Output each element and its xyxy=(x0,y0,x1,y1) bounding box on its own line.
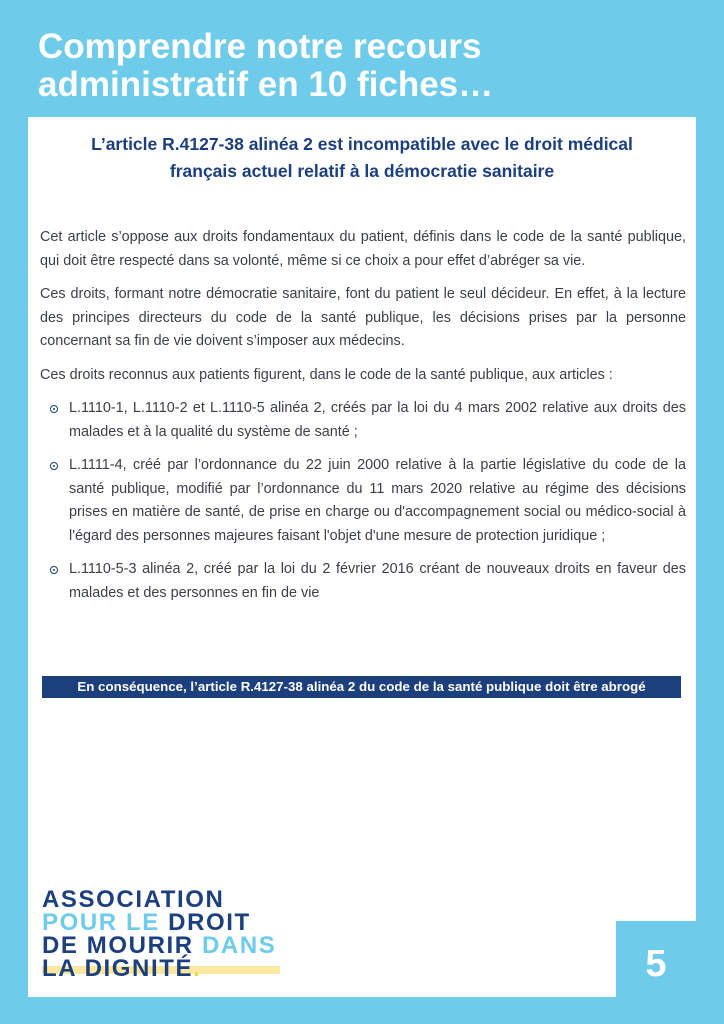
bullet-icon xyxy=(50,566,58,574)
bullet-icon xyxy=(50,405,58,413)
article-list xyxy=(40,397,686,605)
list-item-text: L.1111-4, créé par l’ordonnance du 22 juin 2000 relative à la partie législative du code de la santé publique, modifié par l’ordonnance du 11 mars 2020 relative au régime des décisions prises en matière de santé, de prise en charge ou d'accompagnement social ou médico-social à l'égard des personnes majeures faisant l'objet d'une mesure de protection juridique ; xyxy=(69,457,686,544)
page-title xyxy=(38,28,688,104)
page-title-line-1: Comprendre notre recours xyxy=(38,27,482,66)
list-item-text: L.1110-5-3 alinéa 2, créé par la loi du 2 février 2016 créant de nouveaux droits en faveur des malades et des personnes en fin de vie xyxy=(69,561,686,601)
list-item xyxy=(40,558,686,605)
list-item xyxy=(40,397,686,444)
association-logo xyxy=(42,888,292,980)
section-heading-line-1: L’article R.4127-38 alinéa 2 est incompatible avec le droit médical xyxy=(91,134,633,154)
bullet-icon xyxy=(50,462,58,470)
list-item-text: L.1110-1, L.1110-2 et L.1110-5 alinéa 2, créés par la loi du 4 mars 2002 relative aux droits des malades et à la qualité du système de santé ; xyxy=(69,400,686,440)
page-title-line-2: administratif en 10 fiches… xyxy=(38,65,494,104)
logo-line-1: ASSOCIATION xyxy=(42,886,225,913)
conclusion-banner: En conséquence, l’article R.4127-38 alinéa 2 du code de la santé publique doit être abrogé xyxy=(42,676,681,698)
section-heading xyxy=(48,131,676,185)
logo-line-3: DE MOURIR DANS xyxy=(42,932,277,959)
list-item xyxy=(40,454,686,548)
paragraph: Ces droits reconnus aux patients figurent, dans le code de la santé publique, aux articles : xyxy=(40,366,613,383)
body-text xyxy=(40,226,686,615)
logo-line-2: POUR LE DROIT xyxy=(42,909,251,936)
logo-line-4: LA DIGNITÉ. xyxy=(42,955,202,982)
paragraph: Ces droits, formant notre démocratie sanitaire, font du patient le seul décideur. En effet, à la lecture des principes directeurs du code de la santé publique, les décisions prises par la personne concernant sa fin de vie doivent s’imposer aux médecins. xyxy=(40,286,686,349)
section-heading-line-2: français actuel relatif à la démocratie sanitaire xyxy=(169,161,555,181)
page-number: 5 xyxy=(645,943,667,985)
paragraph: Cet article s’oppose aux droits fondamentaux du patient, définis dans le code de la santé publique, qui doit être respecté dans sa volonté, même si ce choix a pour effet d’abréger sa vie. xyxy=(40,229,686,269)
